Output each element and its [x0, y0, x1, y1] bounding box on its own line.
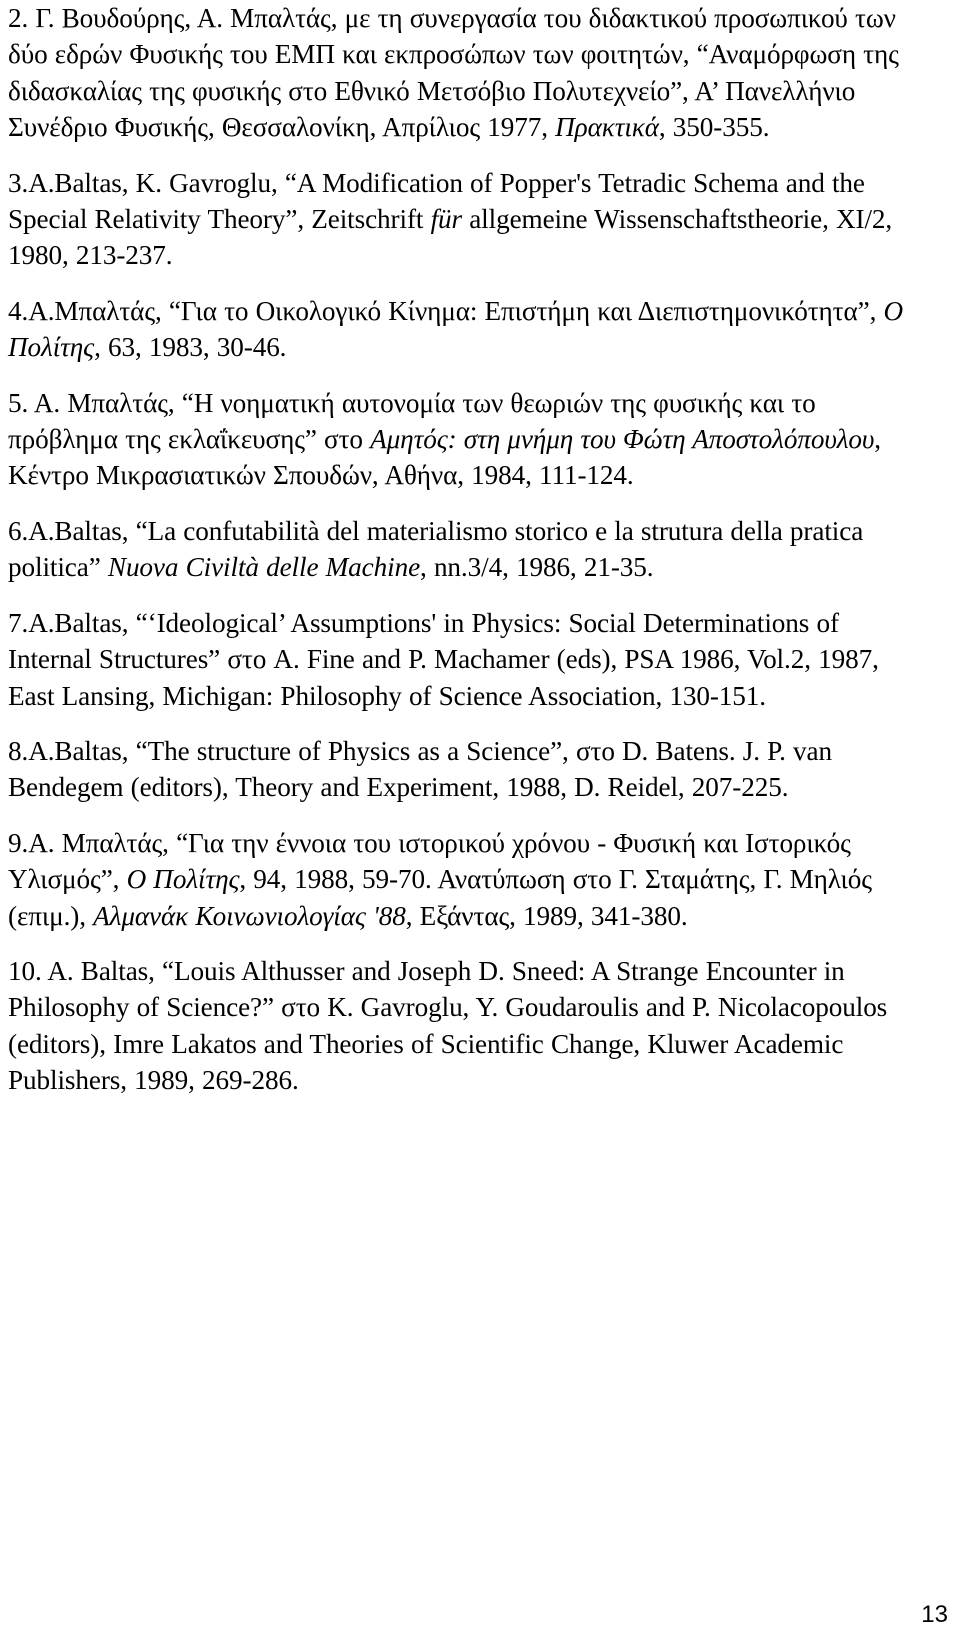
reference-entry-5 [8, 385, 910, 494]
reference-entry-9 [8, 825, 910, 934]
reference-entry-3 [8, 165, 910, 274]
reference-entry-10 [8, 953, 910, 1099]
reference-text: , nn.3/4, 1986, 21-35. [420, 552, 654, 583]
reference-text: , 63, 1983, 30-46. [94, 332, 287, 363]
reference-italic-text: Αμητός: στη μνήμη του Φώτη Αποστολόπουλου [370, 424, 875, 455]
reference-text: 7.A.Baltas, “‘Ideological’ Assumptions' in Physics: Social Determinations of Internal Structures” στο A. Fine and P. Machamer (eds), PSA 1986, Vol.2, 1987, East Lansing, Michigan: Philosophy of Science Association, 130-151. [8, 607, 879, 711]
reference-text: 5. Α. Μπαλτάς, “Η νοηματική αυτονομία των θεωριών της φυσικής και το πρόβλημα της εκλαΐκευσης” στο [8, 387, 816, 455]
reference-italic-text: für [430, 204, 462, 235]
page-number: 13 [921, 1601, 948, 1628]
reference-text: , 94, 1988, 59-70. Ανατύπωση στο Γ. Σταμάτης, Γ. Μηλιός (επιμ.), [8, 864, 872, 931]
reference-entry-2 [8, 0, 910, 146]
reference-text: , 350-355. [658, 112, 770, 143]
reference-text: 2. Γ. Βουδούρης, Α. Μπαλτάς, με τη συνεργασία του διδακτικού προσωπικού των δύο εδρών Φυσικής του ΕΜΠ και εκπροσώπων των φοιτητών, “Αναμόρφωση της διδασκαλίας της φυσικής στο Εθνικό Μετσόβιο Πολυτεχνείο”, Α’ Πανελλήνιο Συνέδριο Φυσικής, Θεσσαλονίκη, Απρίλιος 1977, [8, 3, 899, 143]
reference-italic-text: Αλμανάκ Κοινωνιολογίας '88 [93, 900, 406, 931]
reference-text: 6.A.Baltas, “La confutabilità del materialismo storico e la strutura della pratica politica” [8, 515, 864, 583]
reference-entry-7 [8, 605, 910, 714]
reference-italic-text: Ο Πολίτης [126, 864, 240, 895]
reference-text: 4.Α.Μπαλτάς, “Για το Οικολογικό Κίνημα: Επιστήμη και Διεπιστημονικότητα”, [8, 295, 884, 326]
reference-text: 9.Α. Μπαλτάς, “Για την έννοια του ιστορικού χρόνου - Φυσική και Ιστορικός Υλισμός”, [8, 827, 851, 895]
reference-italic-text: Ο Πολίτης [8, 295, 904, 363]
reference-italic-text: Nuova Civiltà delle Machine [107, 552, 421, 583]
reference-entry-4 [8, 293, 910, 366]
reference-entry-8 [8, 733, 910, 806]
reference-text: allgemeine Wissenschaftstheorie, XI/2, 1980, 213-237. [8, 204, 893, 271]
reference-text: , Εξάντας, 1989, 341-380. [405, 900, 688, 931]
reference-list [8, 0, 910, 1118]
reference-text: 3.A.Baltas, K. Gavroglu, “A Modification of Popper's Tetradic Schema and the Special Relativity Theory”, Zeitschrift [8, 167, 865, 235]
reference-text: 10. A. Baltas, “Louis Althusser and Joseph D. Sneed: A Strange Encounter in Philosophy of Science?” στο K. Gavroglu, Y. Goudaroulis and P. Nicolacopoulos (editors), Imre Lakatos and Theories of Scientific Change, Kluwer Academic Publishers, 1989, 269-286. [8, 955, 888, 1096]
reference-italic-text: Πρακτικά [555, 112, 659, 143]
reference-entry-6 [8, 513, 910, 586]
reference-text: , Κέντρο Μικρασιατικών Σπουδών, Αθήνα, 1984, 111-124. [8, 424, 881, 491]
reference-text: 8.A.Baltas, “The structure of Physics as a Science”, στο D. Batens. J. P. van Bendegem (editors), Theory and Experiment, 1988, D. Reidel, 207-225. [8, 735, 832, 803]
